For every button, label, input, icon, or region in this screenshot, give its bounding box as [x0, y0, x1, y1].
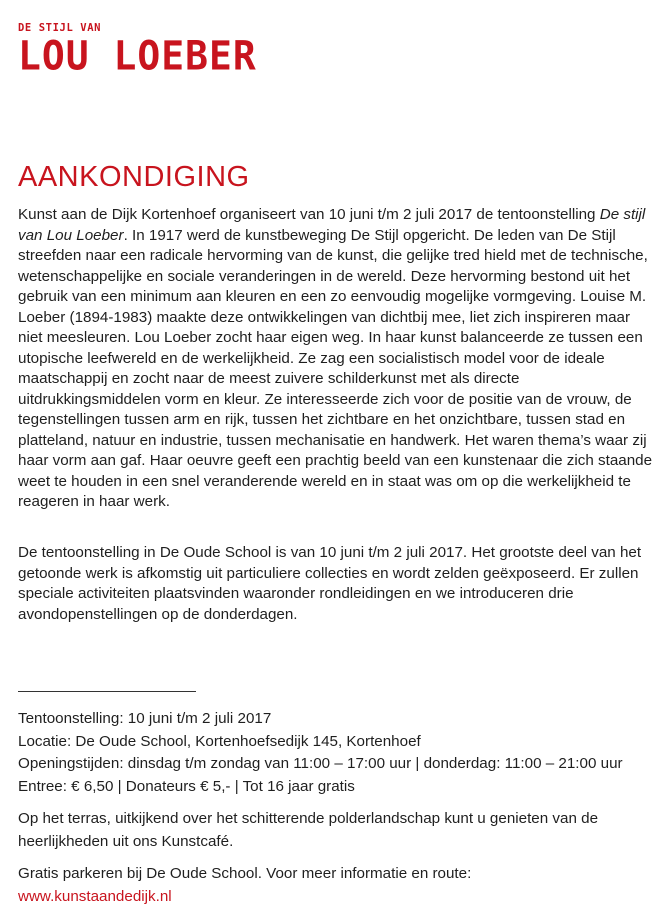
info-exhibition: Tentoonstelling: 10 juni t/m 2 juli 2017	[18, 710, 272, 727]
body-text	[18, 205, 654, 635]
info-terrace: Op het terras, uitkijkend over het schitterende polderlandschap kunt u genieten van de heerlijkheden uit ons Kunstcafé.	[18, 810, 599, 850]
info-hours: Openingstijden: dinsdag t/m zondag van 11:00 – 17:00 uur | donderdag: 11:00 – 21:00 uur	[18, 755, 623, 772]
intro-line1: Kunst aan de Dijk Kortenhoef organiseert van 10 juni t/m 2 juli 2017 de tentoonstelling	[18, 206, 596, 223]
logo-subtitle: DE STIJL VAN	[18, 22, 102, 34]
second-paragraph: De tentoonstelling in De Oude School is van 10 juni t/m 2 juli 2017. Het grootste deel van het getoonde werk is afkomstig uit particuliere collecties en wordt zelden geëxposeerd. Er zullen speciale activiteiten plaatsvinden waaronder rondleidingen en we introduceren drie avondopenstellingen op de donderdagen.	[18, 544, 642, 623]
exhibition-title: De stijl van Lou Loeber	[18, 206, 646, 244]
divider	[18, 691, 196, 692]
intro-paragraph	[18, 205, 654, 533]
logo	[18, 22, 257, 80]
info-entry: Entree: € 6,50 | Donateurs € 5,- | Tot 16 jaar gratis	[18, 777, 355, 795]
page-title: AANKONDIGING	[18, 161, 250, 193]
intro-rest: . In 1917 werd de kunstbeweging De Stijl opgericht. De leden van De Stijl streefden naar een radicale hervorming van de kunst, die gelijke tred hield met de technische, wetenschappelijke en sociale veranderingen in de wereld. Deze hervorming bestond uit het gebruik van een minimum aan kleuren en een zo eenvoudig mogelijke vormgeving. Louise M. Loeber (1894-1983) maakte deze ontwikkelingen van dichtbij mee, liet zich inspireren maar niet meesleuren. Lou Loeber zocht haar eigen weg. In haar kunst balanceerde ze tussen een utopische leefwereld en de werkelijkheid. Ze zag een socialistisch model voor de ideale maatschappij en zocht naar de meest zuivere schilderkunst met als directe uitdrukkingsmiddelen vorm en kleur. Ze interesseerde zich voor de positie van de vrouw, de tegenstellingen tussen arm en rijk, tussen het zichtbare en het onzichtbare, tussen stad en platteland, natuur en industrie, tussen mechanisatie en handwerk. Het waren thema’s waar zij haar vorm aan gaf. Haar oeuvre geeft een prachtig beeld van een kunstenaar die zich staande weet te houden in een snel veranderende wereld en in staat was om op die werkelijkheid te reageren in haar werk.	[18, 226, 653, 510]
info-parking: Gratis parkeren bij De Oude School. Voor meer informatie en route:	[18, 865, 472, 882]
info-block	[18, 708, 654, 908]
logo-title: LOU LOEBER	[18, 32, 257, 80]
info-location: Locatie: De Oude School, Kortenhoefsedijk 145, Kortenhoef	[18, 732, 421, 750]
website-link[interactable]: www.kunstaandedijk.nl	[18, 887, 172, 905]
